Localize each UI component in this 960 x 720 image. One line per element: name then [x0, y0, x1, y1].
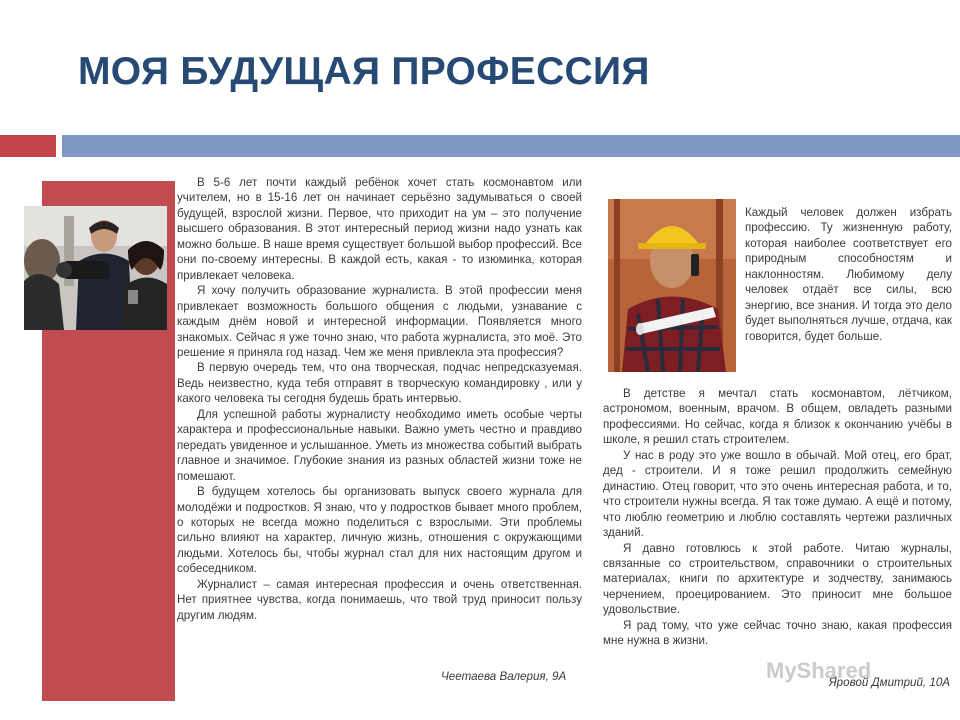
header-bar-blue	[62, 135, 960, 157]
builder-photo	[608, 199, 736, 372]
journalist-photo	[24, 206, 167, 330]
essay-paragraph: В детстве я мечтал стать космонавтом, лётчиком, астрономом, военным, врачом. В общем, овладеть разными профессиями. Но сейчас, когда я близок к окончанию учёбы в школе, я решил стать строителем.	[603, 387, 952, 447]
essay-paragraph: Я давно готовлюсь к этой работе. Читаю журналы, связанные со строительством, справочники о строительных материалах, книги по архитектуре и зодчеству, занимаюсь черчением, проецированием. Это приносит мне большое удовольствие.	[603, 541, 952, 617]
essay-paragraph: Для успешной работы журналисту необходимо иметь особые черты характера и профессиональные навыки. Важно уметь честно и правдиво передать увиденное и услышанное. Уметь из множества событий выбрать главное и значимое. Глубокие знания из разных областей жизни тоже не помешают.	[177, 407, 582, 483]
builder-essay	[603, 386, 952, 649]
header-bar-red	[0, 135, 56, 157]
essay-paragraph: У нас в роду это уже вошло в обычай. Мой отец, его брат, дед - строители. И я тоже решил продолжить семейную династию. Отец говорит, что это очень интересная работа, и то, что строители нужны всегда. Я так тоже думаю. А ещё и потому, что люблю геометрию и люблю составлять чертежи различных зданий.	[603, 448, 952, 540]
watermark: MyShared	[766, 658, 872, 683]
journalist-signature: Чеетаева Валерия, 9А	[441, 670, 567, 683]
essay-paragraph: В будущем хотелось бы организовать выпуск своего журнала для молодёжи и подростков. Я знаю, что у подростков бывает много проблем, о которых не всегда можно поделиться с взрослыми. Эти проблемы сильно влияют на характер, личную жизнь, отношения с окружающими людьми. Хотелось бы, чтобы журнал стал для них настоящим другом и собеседником.	[177, 485, 582, 576]
journalist-essay	[177, 175, 582, 623]
builder-signature: Яровой Дмитрий, 10А	[828, 676, 950, 689]
essay-paragraph: Журналист – самая интересная профессия и очень ответственная. Нет приятнее чувства, когда понимаешь, что твой труд приносит пользу другим людям.	[177, 577, 582, 622]
slide-title: МОЯ БУДУЩАЯ ПРОФЕССИЯ	[78, 50, 650, 93]
essay-paragraph: В первую очередь тем, что она творческая, подчас непредсказуемая. Ведь неизвестно, куда тебя отправят в творческую командировку , или у какого человека ты сегодня будешь брать интервью.	[177, 361, 582, 406]
essay-paragraph: Я рад тому, что уже сейчас точно знаю, какая профессия мне нужна в жизни.	[603, 618, 952, 648]
essay-paragraph: В 5-6 лет почти каждый ребёнок хочет стать космонавтом или учителем, но в 15-16 лет он начинает серьёзно задумываться о своей будущей, взрослой жизни. Первое, что приходит на ум – это получение высшего образования. В этот интересный период жизни надо узнать как можно больше. В наше время существует большой выбор профессий. Все они по-своему интересны. В каждой есть, какая - то изюминка, которая привлекает человека.	[177, 176, 582, 282]
builder-intro: Каждый человек должен избрать профессию. Ту жизненную работу, которая наиболее соответствует его природным способностям и наклонностям. Любимому делу человек отдаёт все силы, всю энергию, все знания. И тогда это дело будет выполняться лучше, отдача, как говорится, будет больше.	[745, 206, 952, 343]
essay-paragraph: Я хочу получить образование журналиста. В этой профессии меня привлекает возможность большого общения с людьми, узнавание с каждым днём новой и интересной информации. Появляется много знакомых. Сейчас я уже точно знаю, что работа журналиста, это моё. Это решение я приняла год назад. Чем же меня привлекла эта профессия?	[177, 284, 582, 359]
